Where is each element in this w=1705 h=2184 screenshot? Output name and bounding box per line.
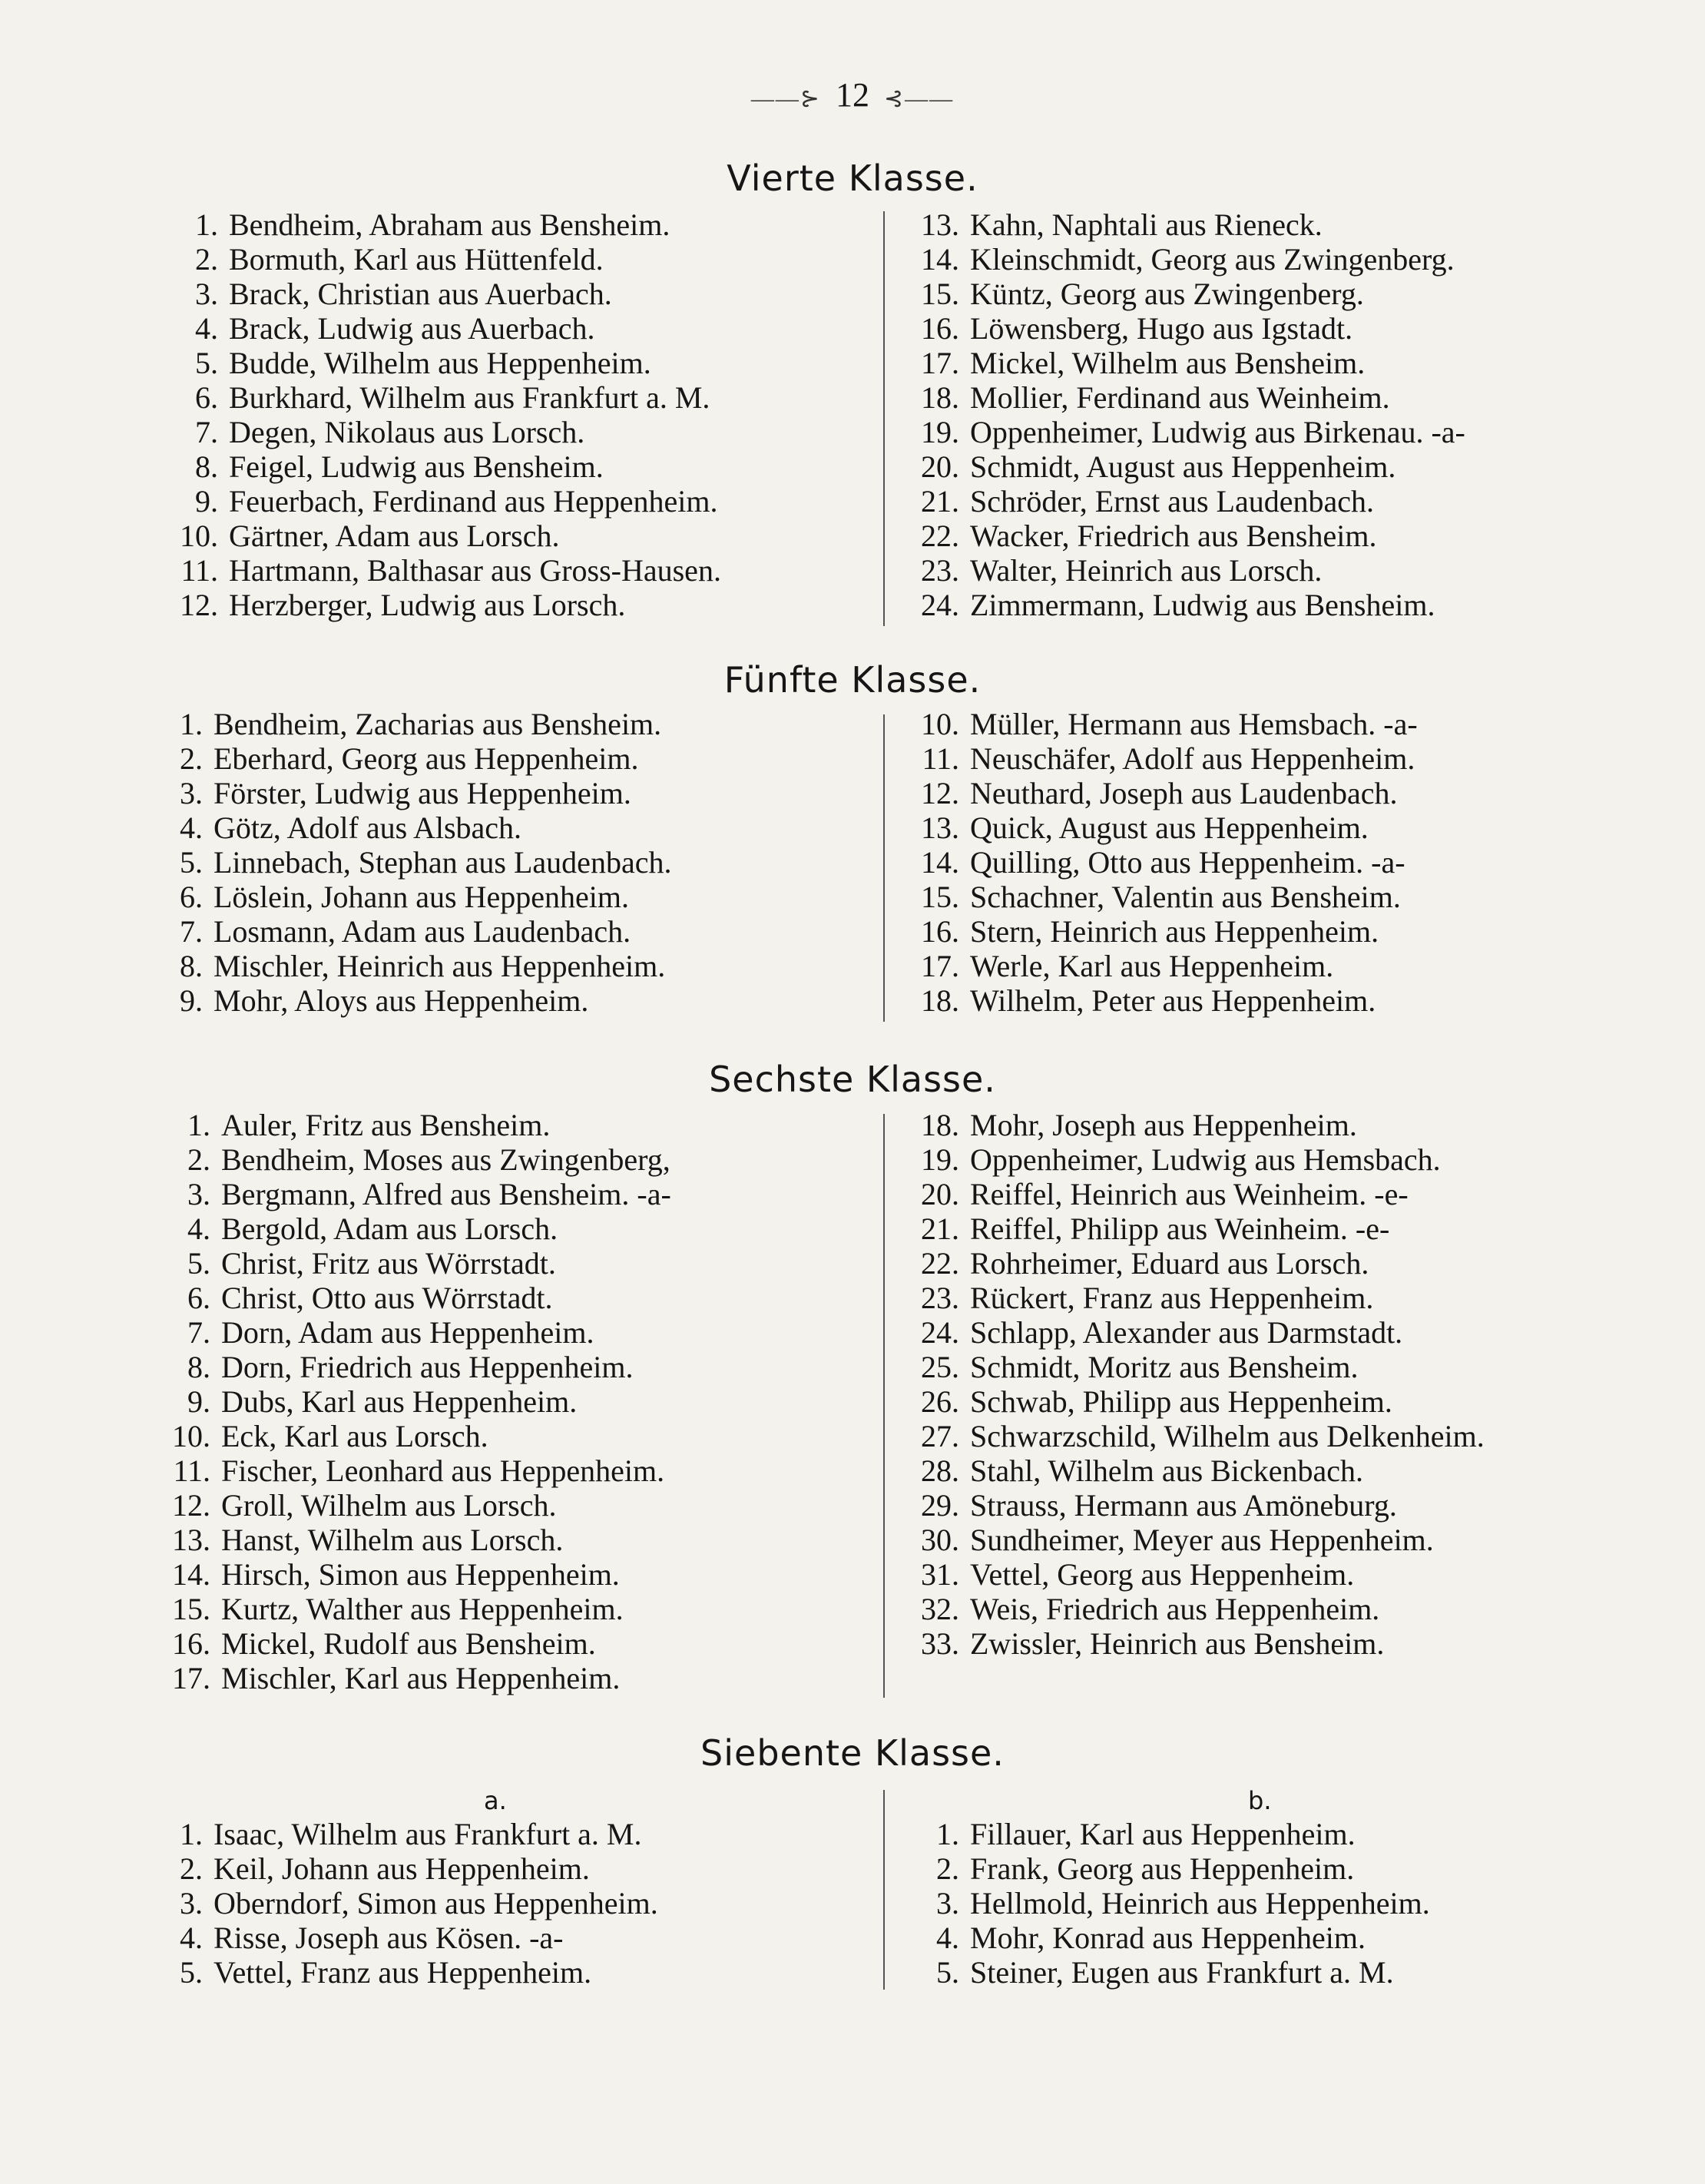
sechste-klasse-right-list bbox=[895, 1108, 1485, 1661]
list-item bbox=[138, 1851, 658, 1886]
entry-text: Stern, Heinrich aus Heppenheim. bbox=[970, 914, 1379, 949]
entry-text: Mohr, Joseph aus Heppenheim. bbox=[970, 1108, 1357, 1142]
entry-number: 18. bbox=[921, 380, 959, 415]
entry-number: 17. bbox=[921, 346, 959, 380]
list-item bbox=[895, 1142, 1485, 1177]
entry-text: Mickel, Wilhelm aus Bensheim. bbox=[970, 346, 1366, 380]
list-item bbox=[895, 1851, 1430, 1886]
page-header bbox=[0, 75, 1705, 114]
page-number: 12 bbox=[836, 76, 869, 114]
list-item bbox=[138, 880, 671, 914]
entry-text: Hirsch, Simon aus Heppenheim. bbox=[221, 1557, 620, 1592]
entry-text: Quick, August aus Heppenheim. bbox=[970, 810, 1369, 845]
entry-text: Mohr, Konrad aus Heppenheim. bbox=[970, 1921, 1366, 1955]
entry-text: Reiffel, Philipp aus Weinheim. -e- bbox=[970, 1211, 1390, 1246]
list-item bbox=[895, 277, 1465, 311]
subgroup-label-b: b. bbox=[1248, 1786, 1272, 1815]
entry-number: 18. bbox=[921, 983, 959, 1018]
entry-number: 28. bbox=[921, 1453, 959, 1488]
entry-number: 5. bbox=[187, 1246, 210, 1281]
entry-text: Degen, Nikolaus aus Lorsch. bbox=[229, 415, 585, 449]
entry-number: 27. bbox=[921, 1419, 959, 1453]
list-item bbox=[895, 1955, 1430, 1990]
list-item bbox=[154, 311, 721, 346]
list-item bbox=[138, 1817, 658, 1851]
entry-text: Gärtner, Adam aus Lorsch. bbox=[229, 519, 560, 553]
entry-number: 8. bbox=[195, 449, 218, 484]
entry-number: 17. bbox=[921, 949, 959, 983]
entry-number: 3. bbox=[187, 1177, 210, 1211]
entry-number: 7. bbox=[180, 914, 203, 949]
list-item bbox=[154, 346, 721, 380]
entry-text: Walter, Heinrich aus Lorsch. bbox=[970, 553, 1323, 588]
entry-number: 5. bbox=[180, 1955, 203, 1990]
entry-number: 4. bbox=[180, 1921, 203, 1955]
entry-text: Sundheimer, Meyer aus Heppenheim. bbox=[970, 1523, 1434, 1557]
list-item bbox=[154, 519, 721, 553]
list-item bbox=[895, 207, 1465, 242]
entry-text: Feuerbach, Ferdinand aus Heppenheim. bbox=[229, 484, 718, 519]
list-item bbox=[895, 519, 1465, 553]
entry-number: 23. bbox=[921, 553, 959, 588]
entry-text: Rohrheimer, Eduard aus Lorsch. bbox=[970, 1246, 1369, 1281]
section-title-sechste-klasse: Sechste Klasse. bbox=[709, 1059, 996, 1100]
entry-number: 4. bbox=[195, 311, 218, 346]
list-item bbox=[138, 1886, 658, 1921]
entry-number: 1. bbox=[180, 1817, 203, 1851]
entry-number: 15. bbox=[921, 277, 959, 311]
list-item bbox=[146, 1384, 671, 1419]
list-item bbox=[146, 1108, 671, 1142]
entry-number: 16. bbox=[921, 914, 959, 949]
entry-number: 14. bbox=[172, 1557, 210, 1592]
entry-text: Zimmermann, Ludwig aus Bensheim. bbox=[970, 588, 1435, 622]
list-item bbox=[146, 1488, 671, 1523]
list-item bbox=[146, 1523, 671, 1557]
entry-text: Groll, Wilhelm aus Lorsch. bbox=[221, 1488, 557, 1523]
entry-number: 3. bbox=[180, 776, 203, 810]
list-item bbox=[154, 553, 721, 588]
entry-text: Weis, Friedrich aus Heppenheim. bbox=[970, 1592, 1380, 1626]
entry-number: 14. bbox=[921, 845, 959, 880]
entry-text: Dorn, Friedrich aus Heppenheim. bbox=[221, 1350, 634, 1384]
entry-number: 12. bbox=[172, 1488, 210, 1523]
entry-text: Reiffel, Heinrich aus Weinheim. -e- bbox=[970, 1177, 1409, 1211]
entry-number: 26. bbox=[921, 1384, 959, 1419]
entry-text: Bendheim, Abraham aus Bensheim. bbox=[229, 207, 670, 242]
list-item bbox=[146, 1661, 671, 1695]
list-item bbox=[154, 242, 721, 277]
list-item bbox=[895, 1177, 1485, 1211]
entry-number: 2. bbox=[936, 1851, 959, 1886]
entry-text: Küntz, Georg aus Zwingenberg. bbox=[970, 277, 1364, 311]
entry-number: 29. bbox=[921, 1488, 959, 1523]
list-item bbox=[138, 707, 671, 741]
entry-text: Strauss, Hermann aus Amöneburg. bbox=[970, 1488, 1397, 1523]
entry-number: 9. bbox=[180, 983, 203, 1018]
entry-text: Christ, Otto aus Wörrstadt. bbox=[221, 1281, 553, 1315]
list-item bbox=[146, 1177, 671, 1211]
entry-text: Budde, Wilhelm aus Heppenheim. bbox=[229, 346, 651, 380]
entry-text: Neuthard, Joseph aus Laudenbach. bbox=[970, 776, 1398, 810]
list-item bbox=[154, 484, 721, 519]
list-item bbox=[895, 1384, 1485, 1419]
entry-number: 10. bbox=[180, 519, 218, 553]
column-divider bbox=[883, 211, 885, 626]
entry-text: Isaac, Wilhelm aus Frankfurt a. M. bbox=[214, 1817, 642, 1851]
column-divider bbox=[883, 1790, 885, 1990]
entry-text: Feigel, Ludwig aus Bensheim. bbox=[229, 449, 604, 484]
list-item bbox=[895, 553, 1465, 588]
list-item bbox=[146, 1592, 671, 1626]
column-divider bbox=[883, 714, 885, 1022]
list-item bbox=[146, 1142, 671, 1177]
siebente-klasse-a-list bbox=[138, 1817, 658, 1990]
entry-text: Schwab, Philipp aus Heppenheim. bbox=[970, 1384, 1392, 1419]
entry-number: 13. bbox=[921, 810, 959, 845]
list-item bbox=[138, 776, 671, 810]
entry-text: Götz, Adolf aus Alsbach. bbox=[214, 810, 522, 845]
list-item bbox=[895, 845, 1418, 880]
entry-number: 7. bbox=[187, 1315, 210, 1350]
entry-text: Wilhelm, Peter aus Heppenheim. bbox=[970, 983, 1376, 1018]
entry-number: 9. bbox=[187, 1384, 210, 1419]
list-item bbox=[138, 1955, 658, 1990]
list-item bbox=[895, 810, 1418, 845]
list-item bbox=[895, 242, 1465, 277]
entry-number: 30. bbox=[921, 1523, 959, 1557]
list-item bbox=[146, 1419, 671, 1453]
entry-number: 3. bbox=[936, 1886, 959, 1921]
entry-number: 25. bbox=[921, 1350, 959, 1384]
entry-number: 5. bbox=[180, 845, 203, 880]
entry-number: 3. bbox=[195, 277, 218, 311]
entry-number: 13. bbox=[172, 1523, 210, 1557]
entry-text: Burkhard, Wilhelm aus Frankfurt a. M. bbox=[229, 380, 710, 415]
entry-text: Schmidt, Moritz aus Bensheim. bbox=[970, 1350, 1359, 1384]
entry-number: 19. bbox=[921, 415, 959, 449]
list-item bbox=[895, 776, 1418, 810]
entry-text: Hanst, Wilhelm aus Lorsch. bbox=[221, 1523, 564, 1557]
list-item bbox=[146, 1246, 671, 1281]
entry-number: 13. bbox=[921, 207, 959, 242]
entry-text: Kahn, Naphtali aus Rieneck. bbox=[970, 207, 1323, 242]
list-item bbox=[895, 1817, 1430, 1851]
vierte-klasse-left-list bbox=[154, 207, 721, 622]
list-item bbox=[895, 311, 1465, 346]
entry-text: Müller, Hermann aus Hemsbach. -a- bbox=[970, 707, 1418, 741]
section-title-vierte-klasse: Vierte Klasse. bbox=[727, 157, 978, 199]
entry-text: Oppenheimer, Ludwig aus Hemsbach. bbox=[970, 1142, 1441, 1177]
entry-text: Bendheim, Zacharias aus Bensheim. bbox=[214, 707, 662, 741]
entry-text: Frank, Georg aus Heppenheim. bbox=[970, 1851, 1355, 1886]
entry-text: Mohr, Aloys aus Heppenheim. bbox=[214, 983, 589, 1018]
entry-text: Brack, Christian aus Auerbach. bbox=[229, 277, 612, 311]
entry-text: Bergmann, Alfred aus Bensheim. -a- bbox=[221, 1177, 671, 1211]
list-item bbox=[138, 983, 671, 1018]
list-item bbox=[138, 949, 671, 983]
vierte-klasse-right-list bbox=[895, 207, 1465, 622]
entry-text: Auler, Fritz aus Bensheim. bbox=[221, 1108, 551, 1142]
entry-number: 17. bbox=[172, 1661, 210, 1695]
list-item bbox=[138, 810, 671, 845]
list-item bbox=[146, 1281, 671, 1315]
list-item bbox=[895, 1108, 1485, 1142]
list-item bbox=[895, 1419, 1485, 1453]
list-item bbox=[146, 1453, 671, 1488]
list-item bbox=[895, 983, 1418, 1018]
entry-text: Mischler, Heinrich aus Heppenheim. bbox=[214, 949, 666, 983]
entry-number: 1. bbox=[180, 707, 203, 741]
entry-text: Schachner, Valentin aus Bensheim. bbox=[970, 880, 1401, 914]
entry-text: Herzberger, Ludwig aus Lorsch. bbox=[229, 588, 626, 622]
list-item bbox=[895, 1626, 1485, 1661]
entry-text: Brack, Ludwig aus Auerbach. bbox=[229, 311, 595, 346]
entry-number: 23. bbox=[921, 1281, 959, 1315]
list-item bbox=[146, 1557, 671, 1592]
entry-number: 9. bbox=[195, 484, 218, 519]
entry-text: Dubs, Karl aus Heppenheim. bbox=[221, 1384, 578, 1419]
fuenfte-klasse-right-list bbox=[895, 707, 1418, 1018]
list-item bbox=[895, 1315, 1485, 1350]
entry-number: 4. bbox=[936, 1921, 959, 1955]
list-item bbox=[895, 1350, 1485, 1384]
list-item bbox=[138, 741, 671, 776]
list-item bbox=[895, 1488, 1485, 1523]
entry-text: Linnebach, Stephan aus Laudenbach. bbox=[214, 845, 672, 880]
entry-text: Quilling, Otto aus Heppenheim. -a- bbox=[970, 845, 1405, 880]
entry-number: 5. bbox=[195, 346, 218, 380]
list-item bbox=[895, 1211, 1485, 1246]
entry-number: 19. bbox=[921, 1142, 959, 1177]
list-item bbox=[895, 588, 1465, 622]
list-item bbox=[895, 1453, 1485, 1488]
entry-text: Werle, Karl aus Heppenheim. bbox=[970, 949, 1334, 983]
entry-number: 2. bbox=[180, 1851, 203, 1886]
entry-text: Löslein, Johann aus Heppenheim. bbox=[214, 880, 629, 914]
entry-text: Eck, Karl aus Lorsch. bbox=[221, 1419, 488, 1453]
entry-number: 6. bbox=[180, 880, 203, 914]
entry-text: Steiner, Eugen aus Frankfurt a. M. bbox=[970, 1955, 1394, 1990]
list-item bbox=[895, 1246, 1485, 1281]
entry-number: 6. bbox=[187, 1281, 210, 1315]
entry-number: 31. bbox=[921, 1557, 959, 1592]
entry-text: Wacker, Friedrich aus Bensheim. bbox=[970, 519, 1377, 553]
siebente-klasse-b-list bbox=[895, 1817, 1430, 1990]
entry-number: 18. bbox=[921, 1108, 959, 1142]
entry-text: Schmidt, August aus Heppenheim. bbox=[970, 449, 1396, 484]
list-item bbox=[895, 707, 1418, 741]
list-item bbox=[895, 949, 1418, 983]
entry-number: 11. bbox=[922, 741, 959, 776]
entry-text: Dorn, Adam aus Heppenheim. bbox=[221, 1315, 594, 1350]
entry-text: Rückert, Franz aus Heppenheim. bbox=[970, 1281, 1374, 1315]
section-title-siebente-klasse: Siebente Klasse. bbox=[700, 1732, 1005, 1774]
entry-number: 4. bbox=[187, 1211, 210, 1246]
entry-text: Eberhard, Georg aus Heppenheim. bbox=[214, 741, 639, 776]
entry-number: 21. bbox=[921, 484, 959, 519]
entry-number: 7. bbox=[195, 415, 218, 449]
entry-text: Schlapp, Alexander aus Darmstadt. bbox=[970, 1315, 1403, 1350]
entry-number: 16. bbox=[921, 311, 959, 346]
entry-number: 11. bbox=[173, 1453, 210, 1488]
entry-number: 21. bbox=[921, 1211, 959, 1246]
list-item bbox=[895, 449, 1465, 484]
entry-number: 2. bbox=[187, 1142, 210, 1177]
entry-text: Christ, Fritz aus Wörrstadt. bbox=[221, 1246, 556, 1281]
list-item bbox=[154, 277, 721, 311]
entry-number: 3. bbox=[180, 1886, 203, 1921]
entry-text: Schwarzschild, Wilhelm aus Delkenheim. bbox=[970, 1419, 1485, 1453]
list-item bbox=[146, 1350, 671, 1384]
entry-text: Losmann, Adam aus Laudenbach. bbox=[214, 914, 631, 949]
list-item bbox=[895, 880, 1418, 914]
entry-text: Kurtz, Walther aus Heppenheim. bbox=[221, 1592, 624, 1626]
entry-number: 22. bbox=[921, 519, 959, 553]
entry-number: 1. bbox=[195, 207, 218, 242]
list-item bbox=[154, 588, 721, 622]
entry-text: Vettel, Franz aus Heppenheim. bbox=[214, 1955, 592, 1990]
entry-number: 12. bbox=[180, 588, 218, 622]
column-divider bbox=[883, 1114, 885, 1698]
entry-text: Mollier, Ferdinand aus Weinheim. bbox=[970, 380, 1390, 415]
list-item bbox=[146, 1211, 671, 1246]
entry-text: Hellmold, Heinrich aus Heppenheim. bbox=[970, 1886, 1430, 1921]
list-item bbox=[895, 346, 1465, 380]
entry-number: 12. bbox=[921, 776, 959, 810]
entry-text: Kleinschmidt, Georg aus Zwingenberg. bbox=[970, 242, 1455, 277]
list-item bbox=[138, 1921, 658, 1955]
entry-number: 24. bbox=[921, 588, 959, 622]
entry-number: 33. bbox=[921, 1626, 959, 1661]
entry-text: Hartmann, Balthasar aus Gross-Hausen. bbox=[229, 553, 721, 588]
entry-text: Bendheim, Moses aus Zwingenberg, bbox=[221, 1142, 670, 1177]
subgroup-label-a: a. bbox=[484, 1786, 507, 1815]
entry-text: Vettel, Georg aus Heppenheim. bbox=[970, 1557, 1355, 1592]
entry-number: 24. bbox=[921, 1315, 959, 1350]
list-item bbox=[146, 1315, 671, 1350]
entry-text: Zwissler, Heinrich aus Bensheim. bbox=[970, 1626, 1385, 1661]
list-item bbox=[895, 415, 1465, 449]
entry-number: 22. bbox=[921, 1246, 959, 1281]
list-item bbox=[154, 207, 721, 242]
entry-number: 2. bbox=[195, 242, 218, 277]
entry-number: 4. bbox=[180, 810, 203, 845]
entry-text: Stahl, Wilhelm aus Bickenbach. bbox=[970, 1453, 1363, 1488]
list-item bbox=[154, 380, 721, 415]
entry-number: 8. bbox=[180, 949, 203, 983]
entry-number: 8. bbox=[187, 1350, 210, 1384]
ornament-right-icon: ⊰—— bbox=[869, 86, 955, 111]
list-item bbox=[146, 1626, 671, 1661]
entry-number: 20. bbox=[921, 1177, 959, 1211]
entry-text: Schröder, Ernst aus Laudenbach. bbox=[970, 484, 1374, 519]
entry-text: Bergold, Adam aus Lorsch. bbox=[221, 1211, 558, 1246]
entry-number: 2. bbox=[180, 741, 203, 776]
entry-number: 15. bbox=[172, 1592, 210, 1626]
sechste-klasse-left-list bbox=[146, 1108, 671, 1695]
list-item bbox=[895, 1921, 1430, 1955]
entry-text: Löwensberg, Hugo aus Igstadt. bbox=[970, 311, 1353, 346]
list-item bbox=[895, 1281, 1485, 1315]
list-item bbox=[895, 380, 1465, 415]
list-item bbox=[895, 741, 1418, 776]
list-item bbox=[154, 449, 721, 484]
entry-number: 6. bbox=[195, 380, 218, 415]
list-item bbox=[895, 914, 1418, 949]
entry-number: 10. bbox=[921, 707, 959, 741]
entry-number: 20. bbox=[921, 449, 959, 484]
fuenfte-klasse-left-list bbox=[138, 707, 671, 1018]
entry-number: 15. bbox=[921, 880, 959, 914]
list-item bbox=[895, 1592, 1485, 1626]
entry-text: Neuschäfer, Adolf aus Heppenheim. bbox=[970, 741, 1415, 776]
list-item bbox=[895, 1557, 1485, 1592]
entry-number: 32. bbox=[921, 1592, 959, 1626]
entry-number: 16. bbox=[172, 1626, 210, 1661]
ornament-left-icon: ——⊱ bbox=[750, 86, 836, 111]
list-item bbox=[895, 484, 1465, 519]
entry-number: 1. bbox=[187, 1108, 210, 1142]
list-item bbox=[154, 415, 721, 449]
list-item bbox=[895, 1523, 1485, 1557]
entry-text: Fillauer, Karl aus Heppenheim. bbox=[970, 1817, 1356, 1851]
entry-number: 11. bbox=[180, 553, 218, 588]
entry-text: Fischer, Leonhard aus Heppenheim. bbox=[221, 1453, 665, 1488]
entry-text: Mischler, Karl aus Heppenheim. bbox=[221, 1661, 621, 1695]
entry-text: Risse, Joseph aus Kösen. -a- bbox=[214, 1921, 564, 1955]
entry-number: 14. bbox=[921, 242, 959, 277]
entry-number: 10. bbox=[172, 1419, 210, 1453]
entry-number: 5. bbox=[936, 1955, 959, 1990]
entry-text: Mickel, Rudolf aus Bensheim. bbox=[221, 1626, 596, 1661]
list-item bbox=[895, 1886, 1430, 1921]
entry-number: 1. bbox=[936, 1817, 959, 1851]
entry-text: Förster, Ludwig aus Heppenheim. bbox=[214, 776, 631, 810]
list-item bbox=[138, 845, 671, 880]
entry-text: Keil, Johann aus Heppenheim. bbox=[214, 1851, 590, 1886]
entry-text: Oppenheimer, Ludwig aus Birkenau. -a- bbox=[970, 415, 1465, 449]
entry-text: Bormuth, Karl aus Hüttenfeld. bbox=[229, 242, 604, 277]
list-item bbox=[138, 914, 671, 949]
section-title-fuenfte-klasse: Fünfte Klasse. bbox=[723, 659, 982, 701]
entry-text: Oberndorf, Simon aus Heppenheim. bbox=[214, 1886, 658, 1921]
